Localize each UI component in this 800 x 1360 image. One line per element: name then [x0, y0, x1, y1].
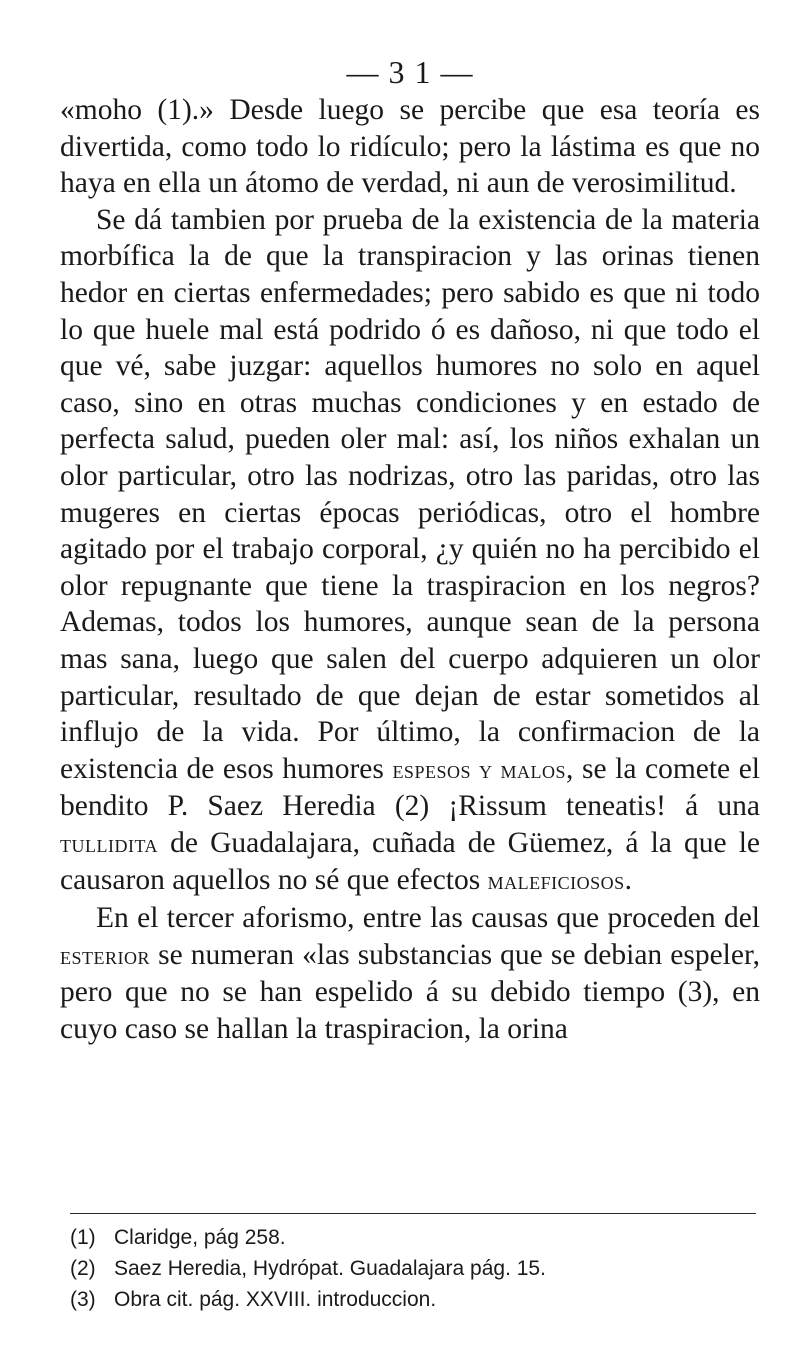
footnote-2	[70, 1253, 760, 1284]
small-caps-espesos-y-malos: espesos y malos	[392, 755, 567, 784]
paragraph-2-text-c: de Guadalajara, cuñada de Güemez, á la que le causaron aquellos no sé que efectos	[60, 826, 760, 897]
paragraph-3	[60, 900, 760, 1047]
footnote-divider	[70, 1213, 756, 1214]
paragraph-2-text-b: , se la comete el bendito P. Saez Heredia (2) ¡Rissum teneatis! á una	[60, 752, 760, 823]
footnote-2-mark: (2)	[70, 1257, 96, 1280]
footnote-1-text: Claridge, pág 258.	[114, 1226, 286, 1249]
footnote-3	[70, 1284, 760, 1315]
paragraph-2	[60, 202, 760, 900]
footnotes	[70, 1222, 760, 1315]
footnote-1	[70, 1222, 760, 1253]
page-number: — 3 1 —	[346, 54, 474, 90]
footnote-1-mark: (1)	[70, 1226, 96, 1249]
footnote-2-text: Saez Heredia, Hydrópat. Guadalajara pág. 15.	[114, 1257, 546, 1280]
paragraph-2-text-a: Se dá tambien por prueba de la existencia de la materia morbífica la de que la transpiracion y las orinas tienen hedor en ciertas enfermedades; pero sabido es que ni todo lo que huele mal está podrido ó es dañoso, ni que todo el que vé, sabe juzgar: aquellos humores no solo en aquel caso, sino en otras muchas condiciones y en estado de perfecta salud, pueden oler mal: así, los niños exhalan un olor particular, otro las nodrizas, otro las paridas, otro las mugeres en ciertas épocas periódicas, otro el hombre agitado por el trabajo corporal, ¿y quién no ha percibido el olor repugnante que tiene la traspiracion en los negros? Ademas, todos los humores, aunque sean de la persona mas sana, luego que salen del cuerpo adquieren un olor particular, resultado de que dejan de estar sometidos al influjo de la vida. Por último, la confirmacion de la existencia de esos humores	[60, 203, 760, 785]
paragraph-3-text-a: En el tercer aforismo, entre las causas que proceden del	[96, 902, 760, 935]
small-caps-esterior: esterior	[60, 941, 151, 970]
footnote-3-text: Obra cit. pág. XXVIII. introduccion.	[114, 1288, 437, 1311]
main-text	[60, 92, 760, 1047]
footnote-3-mark: (3)	[70, 1288, 96, 1311]
paragraph-3-text-b: se numeran «las substancias que se debian espeler, pero que no se han espelido á su debido tiempo (3), en cuyo caso se hallan la traspiracion, la orina	[60, 938, 760, 1045]
small-caps-maleficiosos: maleficiosos	[487, 867, 625, 896]
small-caps-tullidita: tullidita	[60, 829, 159, 858]
paragraph-1: «moho (1).» Desde luego se percibe que esa teoría es divertida, como todo lo ridículo; pero la lástima es que no haya en ella un átomo de verdad, ni aun de verosimilitud.	[60, 94, 760, 200]
paragraph-2-text-d: .	[624, 864, 632, 897]
